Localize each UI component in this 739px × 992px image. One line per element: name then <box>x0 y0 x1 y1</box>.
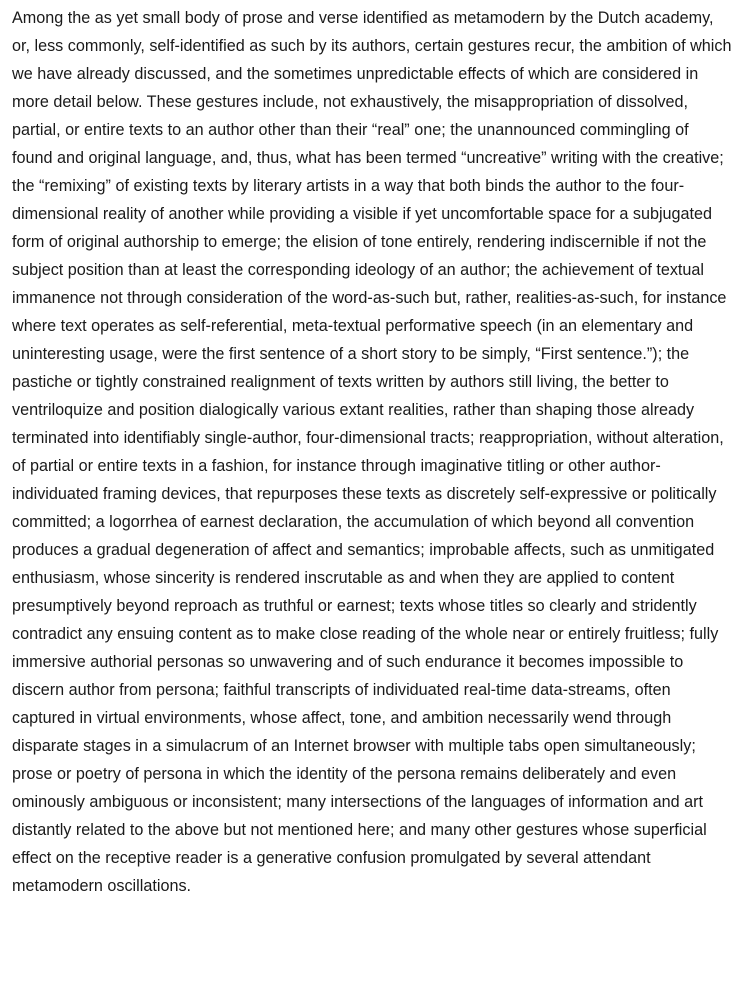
body-paragraph: Among the as yet small body of prose and verse identified as metamodern by the Dutch academy, or, less commonly, self-identified as such by its authors, certain gestures recur, the ambition of which we have already discussed, and the sometimes unpredictable effects of which are considered in more detail below. These gestures include, not exhaustively, the misappropriation of dissolved, partial, or entire texts to an author other than their “real” one; the unannounced commingling of found and original language, and, thus, what has been termed “uncreative” writing with the creative; the “remixing” of existing texts by literary artists in a way that both binds the author to the four-dimensional reality of another while providing a visible if yet uncomfortable space for a subjugated form of original authorship to emerge; the elision of tone entirely, rendering indiscernible if not the subject position than at least the corresponding ideology of an author; the achievement of textual immanence not through consideration of the word-as-such but, rather, realities-as-such, for instance where text operates as self-referential, meta-textual performative speech (in an elementary and uninteresting usage, were the first sentence of a short story to be simply, “First sentence.”); the pastiche or tightly constrained realignment of texts written by authors still living, the better to ventriloquize and position dialogically various extant realities, rather than shaping those already terminated into identifiably single-author, four-dimensional tracts; reappropriation, without alteration, of partial or entire texts in a fashion, for instance through imaginative titling or other author-individuated framing devices, that repurposes these texts as discretely self-expressive or politically committed; a logorrhea of earnest declaration, the accumulation of which beyond all convention produces a gradual degeneration of affect and semantics; improbable affects, such as unmitigated enthusiasm, whose sincerity is rendered inscrutable as and when they are applied to content presumptively beyond reproach as truthful or earnest; texts whose titles so clearly and stridently contradict any ensuing content as to make close reading of the whole near or entirely fruitless; fully immersive authorial personas so unwavering and of such endurance it becomes impossible to discern author from persona; faithful transcripts of individuated real-time data-streams, often captured in virtual environments, whose affect, tone, and ambition necessarily wend through disparate stages in a simulacrum of an Internet browser with multiple tabs open simultaneously; prose or poetry of persona in which the identity of the persona remains deliberately and even ominously ambiguous or inconsistent; many intersections of the languages of information and art distantly related to the above but not mentioned here; and many other gestures whose superficial effect on the receptive reader is a generative confusion promulgated by several attendant metamodern oscillations. <box>12 9 732 895</box>
